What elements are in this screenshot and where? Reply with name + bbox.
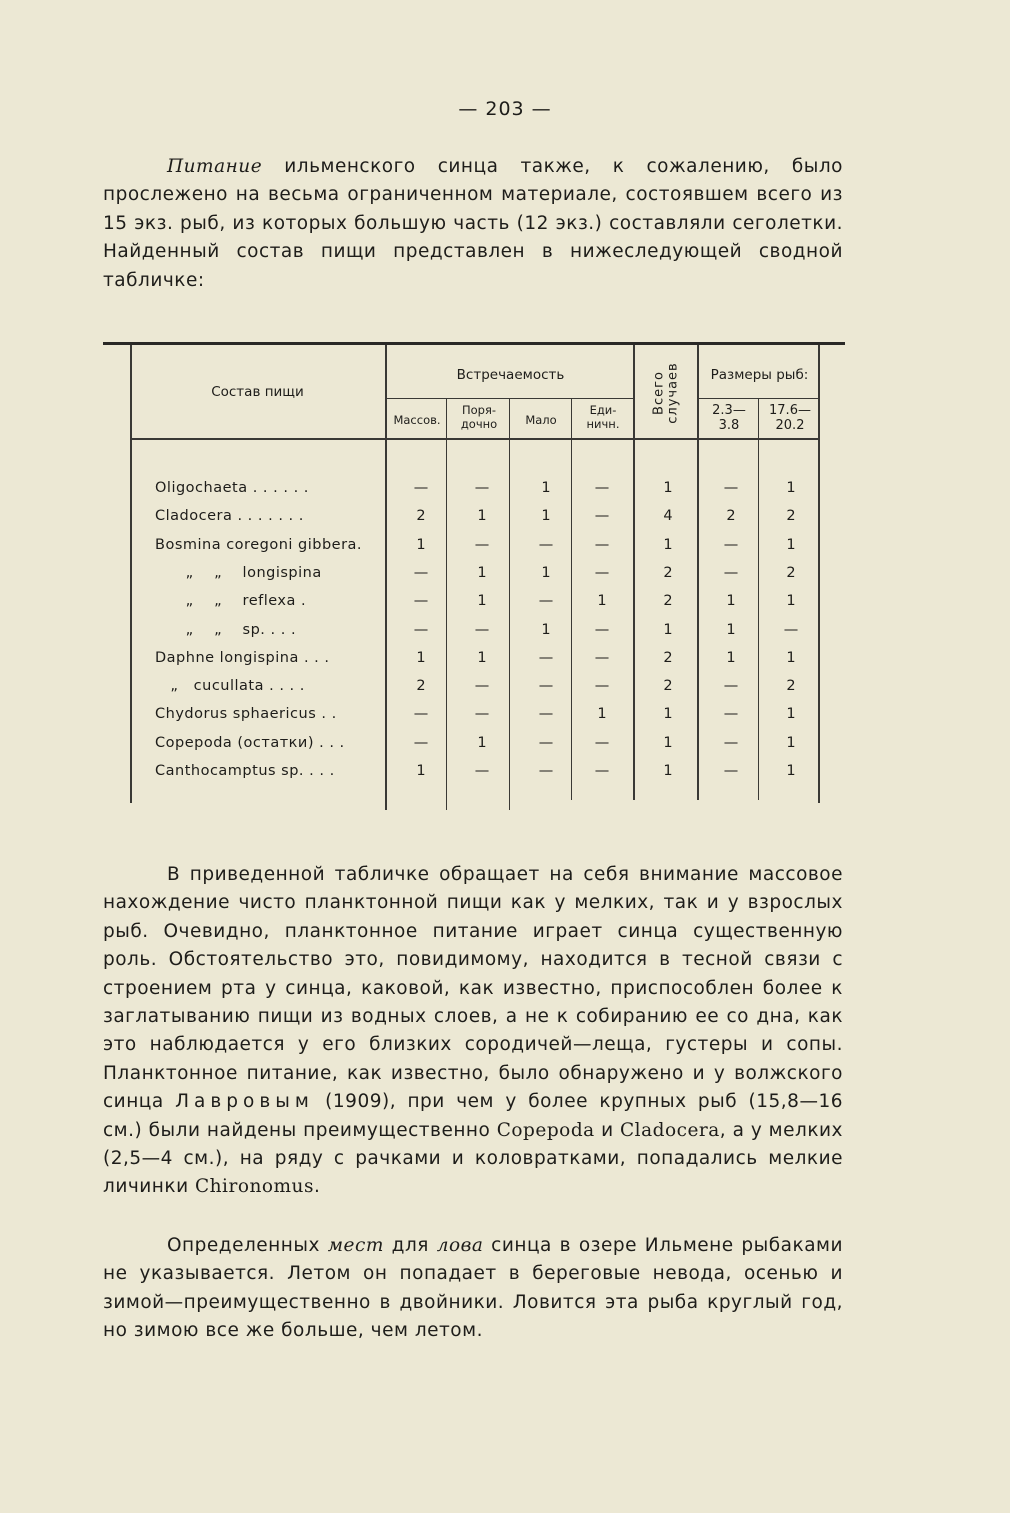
table-cell: 1: [416, 649, 426, 666]
table-cell: —: [538, 678, 554, 695]
table-cell: 1: [786, 706, 796, 723]
table-cell: —: [538, 593, 554, 610]
table-row: [0, 508, 1010, 534]
table-cell: —: [413, 564, 429, 581]
food-item-name: Canthocamptus sp. . . .: [155, 763, 335, 779]
subheader-rule: [697, 398, 818, 399]
header-total-cases: Всего случаев: [652, 362, 681, 424]
table-cell: 2: [726, 508, 736, 525]
header-occurrence: Встречаемость: [456, 367, 565, 383]
table-cell: —: [594, 536, 610, 553]
table-cell: —: [723, 734, 739, 751]
food-item-name: Oligochaeta . . . . . .: [155, 480, 309, 496]
table-cell: 1: [663, 621, 673, 638]
table-cell: —: [783, 621, 799, 638]
header-size-small: 2.3— 3.8: [712, 403, 746, 433]
table-cell: 2: [663, 593, 673, 610]
table-cell: 1: [541, 564, 551, 581]
table-row: [0, 537, 1010, 563]
table-cell: 1: [541, 508, 551, 525]
table-row: [0, 678, 1010, 704]
table-cell: —: [594, 508, 610, 525]
paragraph-nutrition: [103, 153, 843, 295]
table-cell: —: [594, 621, 610, 638]
food-item-name: Daphne longispina . . .: [155, 649, 330, 666]
table-row: [0, 706, 1010, 732]
paragraph-fishing-places: Определенных мест для лова синца в озере Ильмене рыбаками не указывается. Летом он попадает в береговые невода, осенью и зимой—преимущественно в двойники. Ловится эта рыба круглый год, но зимою все же больше, чем летом.: [103, 1235, 844, 1342]
table-cell: —: [413, 706, 429, 723]
table-cell: 1: [541, 621, 551, 638]
food-item-name: Copepoda (остатки) . . .: [155, 734, 345, 751]
table-cell: 2: [663, 678, 673, 695]
table-cell: 1: [786, 763, 796, 779]
table-cell: 1: [786, 734, 796, 751]
table-top-rule: [103, 342, 845, 345]
header-bottom-rule: [130, 438, 820, 440]
header-few: Мало: [525, 413, 557, 427]
table-row: [0, 593, 1010, 619]
food-item-name: Cladocera . . . . . . .: [155, 508, 304, 525]
page-number: — 203 —: [458, 98, 552, 120]
table-cell: 1: [416, 536, 426, 553]
table-row: [0, 480, 1010, 506]
food-item-name: „ „ reflexa .: [155, 593, 307, 610]
table-cell: —: [723, 706, 739, 723]
table-cell: 1: [416, 763, 426, 779]
header-massive: Массов.: [393, 413, 441, 427]
table-cell: 1: [597, 706, 607, 723]
table-cell: —: [474, 536, 490, 553]
table-cell: 2: [663, 564, 673, 581]
table-row: [0, 763, 1010, 789]
header-fish-sizes: Размеры рыб:: [710, 367, 809, 383]
table-cell: —: [594, 734, 610, 751]
food-item-name: Chydorus sphaericus . .: [155, 706, 337, 723]
header-composition: Состав пищи: [211, 384, 304, 400]
author-name: Лавровым: [175, 1091, 314, 1113]
table-cell: —: [474, 763, 490, 779]
table-cell: —: [538, 706, 554, 723]
table-cell: 2: [416, 678, 426, 695]
table-cell: 1: [726, 621, 736, 638]
table-cell: 1: [786, 593, 796, 610]
table-row: [0, 565, 1010, 591]
table-cell: 4: [663, 508, 673, 525]
food-item-name: „ cucullata . . . .: [155, 678, 305, 695]
table-cell: 2: [416, 508, 426, 525]
table-cell: —: [474, 706, 490, 723]
table-cell: —: [474, 621, 490, 638]
table-cell: —: [413, 621, 429, 638]
table-cell: 1: [541, 480, 551, 496]
taxon-copepoda: Copepoda: [496, 1119, 595, 1141]
table-cell: —: [474, 678, 490, 695]
italic-lead: Питание: [167, 156, 263, 177]
table-cell: —: [474, 480, 490, 496]
table-cell: —: [723, 564, 739, 581]
table-cell: 1: [726, 593, 736, 610]
table-cell: —: [723, 480, 739, 496]
table-cell: —: [538, 649, 554, 666]
table-cell: 1: [726, 649, 736, 666]
table-cell: —: [594, 480, 610, 496]
table-row: [0, 650, 1010, 676]
table-cell: 2: [663, 649, 673, 666]
table-cell: 2: [786, 508, 796, 525]
table-cell: —: [594, 564, 610, 581]
table-cell: 2: [786, 678, 796, 695]
subheader-rule: [385, 398, 635, 399]
table-cell: 1: [786, 480, 796, 496]
header-moderate: Поря- дочно: [460, 403, 498, 431]
table-cell: —: [413, 593, 429, 610]
table-cell: —: [538, 763, 554, 779]
paragraph-text: ильменского синца также, к сожалению, было прослежено на весьма ограниченном материале, состоявшем всего из 15 экз. рыб, из которых большую часть (12 экз.) составляли сеголетки. Найденный состав пищи представлен в нижеследующей сводной табличке:: [103, 156, 843, 291]
table-cell: 1: [477, 734, 487, 751]
table-cell: —: [723, 678, 739, 695]
food-item-name: „ „ sp. . . .: [155, 621, 297, 638]
table-cell: —: [594, 678, 610, 695]
table-cell: 1: [786, 649, 796, 666]
taxon-chironomus: Chironomus: [194, 1176, 314, 1198]
table-cell: —: [413, 480, 429, 496]
header-single: Еди- ничн.: [586, 403, 620, 431]
paragraph-plankton: В приведенной табличке обращает на себя внимание массовое нахождение чисто планктонной пищи как у мелких, так и у взрослых рыб. Очевидно, планктонное питание играет синца существенную роль. Обстоятельство это, повидимому, находится в тесной связи с строением рта у синца, каковой, как известно, приспособлен более к заглатыванию пищи из водных слоев, а не к собиранию ее со дна, как это наблюдается у его близких сородичей—леща, густеры и сопы. Планктонное питание, как известно, было обнаружено и у волжского синца Лавровым (1909), при чем у более крупных рыб (15,8—16 см.) были найдены преимущественно Copepoda и Cladocera, а у мелких (2,5—4 см.), на ряду с рачками и коловратками, попадались мелкие личинки Chironomus.: [103, 864, 843, 1198]
table-row: [0, 622, 1010, 648]
taxon-cladocera: Cladocera: [620, 1119, 720, 1141]
table-cell: —: [594, 649, 610, 666]
table-cell: 1: [597, 593, 607, 610]
table-cell: 1: [663, 706, 673, 723]
table-cell: 1: [663, 536, 673, 553]
table-cell: 2: [786, 564, 796, 581]
food-item-name: „ „ longispina: [155, 564, 322, 581]
table-row: [0, 735, 1010, 761]
table-cell: —: [723, 536, 739, 553]
table-cell: 1: [786, 536, 796, 553]
table-cell: —: [594, 763, 610, 779]
table-cell: 1: [477, 649, 487, 666]
table-cell: —: [413, 734, 429, 751]
header-size-large: 17.6— 20.2: [769, 403, 811, 433]
food-item-name: Bosmina coregoni gibbera.: [155, 536, 363, 553]
table-cell: —: [538, 536, 554, 553]
table-cell: 1: [477, 508, 487, 525]
table-cell: —: [538, 734, 554, 751]
table-cell: 1: [663, 734, 673, 751]
table-cell: 1: [663, 480, 673, 496]
table-cell: 1: [477, 593, 487, 610]
table-cell: 1: [477, 564, 487, 581]
table-cell: —: [723, 763, 739, 779]
table-cell: 1: [663, 763, 673, 779]
